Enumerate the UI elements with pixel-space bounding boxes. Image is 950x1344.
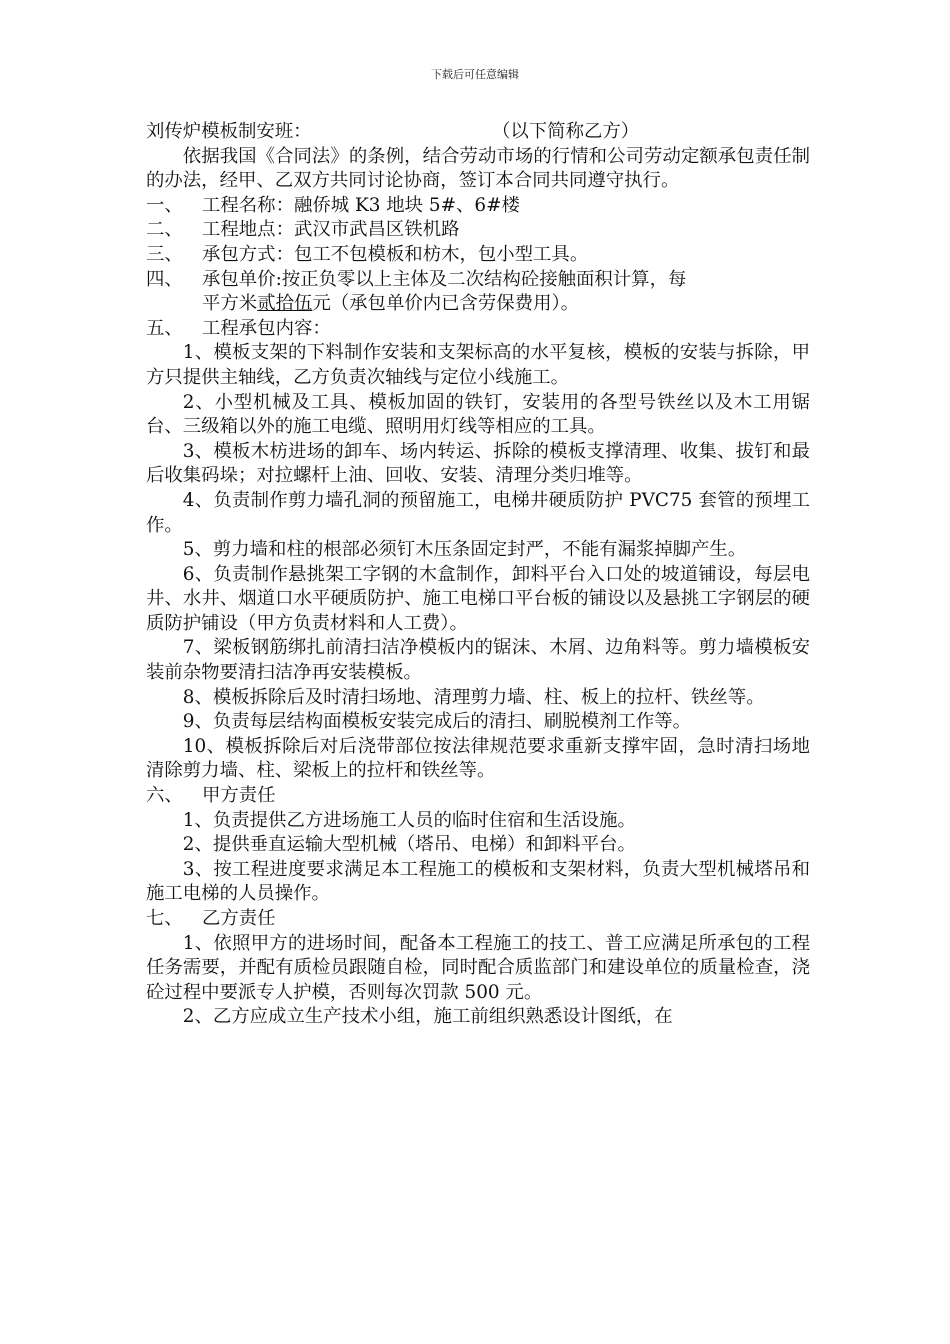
section-text: 工程名称：融侨城 K3 地块 5#、6#楼: [202, 194, 520, 216]
content-item: 1、模板支架的下料制作安装和支架标高的水平复核，模板的安装与拆除，甲方只提供主轴线，乙方负责次轴线与定位小线施工。: [146, 342, 810, 388]
party-a-item: 1、负责提供乙方进场施工人员的临时住宿和生活设施。: [182, 809, 636, 831]
section-number: 一、: [146, 194, 183, 216]
unit-price-suffix: 元（承包单价内已含劳保费用）。: [312, 293, 580, 315]
party-b-item: 2、乙方应成立生产技术小组，施工前组织熟悉设计图纸，在: [182, 1006, 673, 1028]
section-text: 甲方责任: [202, 785, 276, 807]
header-note: 下载后可任意编辑: [431, 68, 519, 81]
section-number: 三、: [146, 243, 183, 265]
section-number: 四、: [146, 268, 183, 290]
section-2: [146, 218, 810, 243]
party-line: [146, 120, 810, 145]
section-number: 七、: [146, 908, 183, 929]
party-b-item: 1、依照甲方的进场时间，配备本工程施工的技工、普工应满足所承包的工程任务需要，并配有质检员跟随自检，同时配合质监部门和建设单位的质量检查，浇砼过程中要派专人护模，否则每次罚款 500 元。: [146, 932, 810, 1003]
section-text: 工程承包内容：: [202, 317, 331, 339]
section-number: 五、: [146, 317, 183, 339]
section-text: 承包单价:按正负零以上主体及二次结构砼接触面积计算，每: [202, 268, 687, 290]
section-1: [146, 194, 810, 219]
intro-paragraph: 依据我国《合同法》的条例，结合劳动市场的行情和公司劳动定额承包责任制的办法，经甲、乙双方共同讨论协商，签订本合同共同遵守执行。: [146, 145, 810, 192]
unit-price-line: [202, 292, 810, 317]
party-alias: （以下简称乙方）: [492, 121, 640, 142]
section-5: [146, 317, 810, 342]
section-text: 承包方式：包工不包模板和枋木，包小型工具。: [202, 243, 589, 265]
section-text: 乙方责任: [202, 908, 276, 929]
unit-price-prefix: 平方米: [202, 293, 258, 315]
content-item: 2、小型机械及工具、模板加固的铁钉，安装用的各型号铁丝以及木工用锯台、三级箱以外的施工电缆、照明用灯线等相应的工具。: [146, 391, 810, 438]
section-6: [146, 784, 810, 809]
content-item: 6、负责制作悬挑架工字钢的木盒制作，卸料平台入口处的坡道铺设，每层电井、水井、烟道口水平硬质防护、施工电梯口平台板的铺设以及悬挑工字钢层的硬质防护铺设（甲方负责材料和人工费）。: [146, 563, 810, 634]
content-item: 8、模板拆除后及时清扫场地、清理剪力墙、柱、板上的拉杆、铁丝等。: [182, 686, 765, 708]
unit-price-amount: 贰拾伍: [257, 293, 313, 315]
section-text: 工程地点：武汉市武昌区铁机路: [202, 219, 460, 241]
section-body: [202, 268, 810, 317]
content-item: 9、负责每层结构面模板安装完成后的清扫、刷脱模剂工作等。: [182, 711, 692, 733]
section-3: [146, 243, 810, 268]
party-name: 刘传炉模板制安班：: [146, 121, 312, 142]
content-item: 3、模板木枋进场的卸车、场内转运、拆除的模板支撑清理、收集、拔钉和最后收集码垛；对拉螺杆上油、回收、安装、清理分类归堆等。: [146, 440, 810, 487]
content-item: 4、负责制作剪力墙孔洞的预留施工，电梯井硬质防护 PVC75 套管的预埋工作。: [146, 489, 810, 536]
content-item: 7、梁板钢筋绑扎前清扫洁净模板内的锯沫、木屑、边角料等。剪力墙模板安装前杂物要清扫洁净再安装模板。: [146, 637, 810, 684]
section-number: 二、: [146, 219, 183, 241]
content-item: 10、模板拆除后对后浇带部位按法律规范要求重新支撑牢固，急时清扫场地清除剪力墙、柱、梁板上的拉杆和铁丝等。: [146, 735, 810, 782]
party-a-item: 2、提供垂直运输大型机械（塔吊、电梯）和卸料平台。: [182, 834, 636, 856]
content-item: 5、剪力墙和柱的根部必须钉木压条固定封严，不能有漏浆掉脚产生。: [182, 539, 747, 561]
section-number: 六、: [146, 785, 183, 807]
section-4: [146, 268, 810, 317]
party-a-item: 3、按工程进度要求满足本工程施工的模板和支架材料，负责大型机械塔吊和施工电梯的人员操作。: [146, 858, 810, 905]
contract-body: [146, 120, 810, 1030]
section-7: [146, 907, 810, 932]
